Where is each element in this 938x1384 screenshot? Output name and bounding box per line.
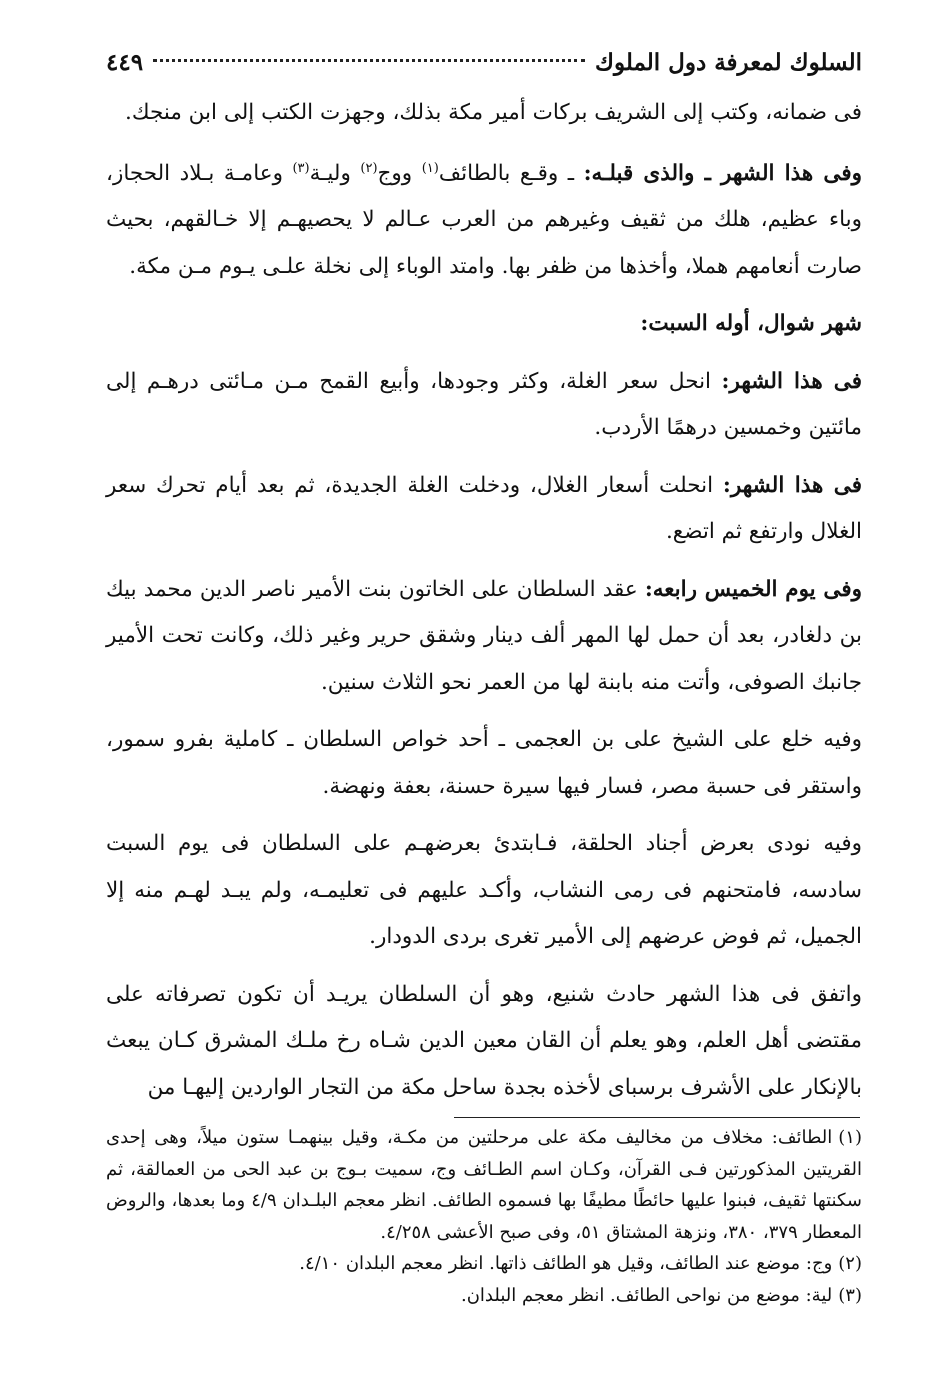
header-dot-leader <box>153 59 585 62</box>
paragraph-plague: وفى هذا الشهر ـ والذى قبلـه: ـ وقـع بالطائف$^{(١)}$ ووج$^{(٢)}$ وليـة$^{(٣)}$ وعامـة بـلاد الحجاز، وباء عظيم، هلك من ثقيف وغيرهم من العرب عـالم لا يحصيهـم إلا خـالقهم، بحيث صارت أنعامهم هملا، وأخذها من ظفر بها. وامتد الوباء إلى نخلة علـى يـوم مـن مكة. <box>106 160 862 279</box>
footnote-separator <box>454 1117 860 1118</box>
paragraph: فى هذا الشهر: انحلت أسعار الغلال، ودخلت الغلة الجديدة، ثم بعد أيام تحرك سعر الغلال وارتفع ثم اتضع. <box>106 472 862 544</box>
month-heading: شهر شوال، أوله السبت: <box>640 311 862 336</box>
footnote-ref[interactable]: (٢) <box>360 160 378 176</box>
footnote-2: (٢)وج: موضع عند الطائف، وقيل هو الطائف ذاتها. انظر معجم البلدان ٤/١٠. <box>299 1253 862 1274</box>
running-header <box>106 40 862 86</box>
footnote-3: (٣)لية: موضع من نواحى الطائف. انظر معجم البلدان. <box>460 1284 862 1306</box>
running-title: السلوك لمعرفة دول الملوك <box>594 49 862 76</box>
paragraph: وفى يوم الخميس رابعه: عقد السلطان على الخاتون بنت الأمير ناصر الدين محمد بيك بن دلغادر، بعد أن حمل لها المهر ألف دينار وشقق حرير وغير ذلك، وكانت تحت الأمير جانبك الصوفى، وأتت منه بابنة لها من العمر نحو الثلاث سنين. <box>106 576 863 695</box>
paragraph: وفيه خلع على الشيخ على بن العجمى ـ أحد خواص السلطان ـ كاملية بفرو سمور، واستقر فى حسبة مصر، فسار فيها سيرة حسنة، بعفة ونهضة. <box>106 727 862 799</box>
paragraph: فى هذا الشهر: انحل سعر الغلة، وكثر وجودها، وأبيع القمح مـن مـائتى درهـم إلى مائتين وخمسين درهمًا الأردب. <box>106 368 862 440</box>
footnote-ref[interactable]: (١) <box>421 160 439 176</box>
paragraph: واتفق فى هذا الشهر حادث شنيع، وهو أن السلطان يريـد أن تكون تصرفاته على مقتضى أهل العلم، وهو يعلم أن القان معين الدين شـاه رخ ملـك المشرق كـان يبعث بالإنكار على الأشرف برسباى لأخذه بجدة ساحل مكة من التجار الواردين إليهـا من <box>106 981 862 1100</box>
page-number: ٤٤٩ <box>106 49 144 76</box>
paragraph: وفيه نودى بعرض أجناد الحلقة، فـابتدئ بعرضهـم على السلطان فى يوم السبت سادسه، فامتحنهم فى رمى النشاب، وأكـد عليهم فى تعليمـه، ولم يبـد لهـم منه إلا الجميل، ثم فوض عرضهم إلى الأمير تغرى بردى الدودار. <box>106 831 862 949</box>
footnote-1: (١)الطائف: مخلاف من مخاليف مكة على مرحلتين من مكـة، وقيل بينهمـا ستون ميلاً، وهى إحدى القريتين المذكورتين فـى القرآن، وكـان اسم الطـائف وج، سميت بـوج بن عبد الحى من العمالقة، ثم سكنتها ثقيف، فبنوا عليها حائطًا مطيفًا بها فسموه الطائف. انظر معجم البلـدان ٤/٩ وما بعدها، والروض المعطار ٣٧٩، ٣٨٠، ونزهة المشتاق ٥١، وفى صبح الأعشى ٤/٢٥٨. <box>106 1127 862 1243</box>
footnotes <box>106 1122 862 1311</box>
footnote-ref[interactable]: (٣) <box>292 160 310 176</box>
paragraph: فى ضمانه، وكتب إلى الشريف بركات أمير مكة بذلك، وجهزت الكتب إلى ابن منجك. <box>125 100 862 125</box>
main-text <box>106 90 862 1111</box>
